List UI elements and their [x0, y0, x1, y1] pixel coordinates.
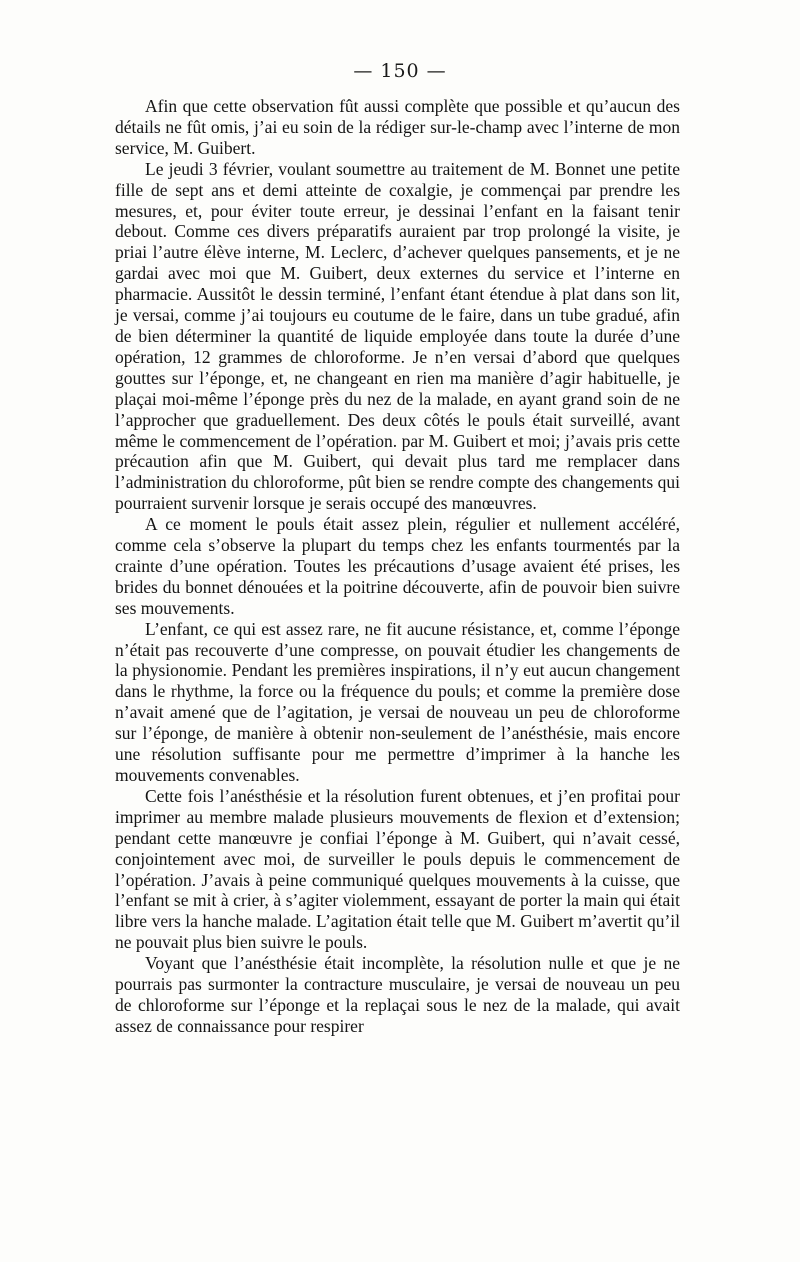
body-text [115, 96, 680, 1037]
page-number: — 150 — [353, 60, 447, 82]
paragraph: Afin que cette observation fût aussi complète que possible et qu’aucun des détails ne fût omis, j’ai eu soin de la rédiger sur-le-champ avec l’interne de mon service, M. Guibert. [115, 96, 680, 158]
paragraph: Cette fois l’anésthésie et la résolution furent obtenues, et j’en profitai pour imprimer au membre malade plusieurs mouvements de flexion et d’extension; pendant cette manœuvre je confiai l’éponge à M. Guibert, qui n’avait cessé, conjointement avec moi, de surveiller le pouls depuis le commencement de l’opération. J’avais à peine communiqué quelques mouvements à la cuisse, que l’enfant se mit à crier, à s’agiter violemment, essayant de porter la main qui était libre vers la hanche malade. L’agitation était telle que M. Guibert m’avertit qu’il ne pouvait plus bien suivre le pouls. [115, 785, 680, 953]
paragraph: L’enfant, ce qui est assez rare, ne fit aucune résistance, et, comme l’éponge n’était pas recouverte d’une compresse, on pouvait étudier les changements de la physionomie. Pendant les premières inspirations, il n’y eut aucun changement dans le rhythme, la force ou la fréquence du pouls; et comme la première dose n’avait amené que de l’agitation, je versai de nouveau un peu de chloroforme sur l’éponge, de manière à obtenir non-seulement de l’anésthésie, mais encore une résolution suffisante pour me permettre d’imprimer à la hanche les mouvements convenables. [115, 618, 680, 785]
paragraph: Voyant que l’anésthésie était incomplète, la résolution nulle et que je ne pourrais pas surmonter la contracture musculaire, je versai de nouveau un peu de chloroforme sur l’éponge et la replaçai sous le nez de la malade, qui avait assez de connaissance pour respirer [115, 953, 680, 1036]
paragraph: A ce moment le pouls était assez plein, régulier et nullement accéléré, comme cela s’observe la plupart du temps chez les enfants tourmentés par la crainte d’une opération. Toutes les précautions d’usage avaient été prises, les brides du bonnet dénouées et la poitrine découverte, afin de pouvoir bien suivre ses mouvements. [115, 514, 680, 618]
paragraph: Le jeudi 3 février, voulant soumettre au traitement de M. Bonnet une petite fille de sept ans et demi atteinte de coxalgie, je commençai par prendre les mesures, et, pour éviter toute erreur, je dessinai l’enfant en la faisant tenir debout. Comme ces divers préparatifs auraient par trop prolongé la visite, je priai l’autre élève interne, M. Leclerc, d’achever quelques pansements, et je ne gardai avec moi que M. Guibert, deux externes du service et l’interne en pharmacie. Aussitôt le dessin terminé, l’enfant étant étendue à plat dans son lit, je versai, comme j’ai toujours eu coutume de le faire, dans un tube gradué, afin de bien déterminer la quantité de liquide employée dans toute la durée d’une opération, 12 grammes de chloroforme. Je n’en versai d’abord que quelques gouttes sur l’éponge, et, ne changeant en rien ma manière d’agir habituelle, je plaçai moi-même l’éponge près du nez de la malade, en ayant grand soin de ne l’approcher que graduellement. Des deux côtés le pouls était surveillé, avant même le commencement de l’opération. par M. Guibert et moi; j’avais pris cette précaution afin que M. Guibert, qui devait plus tard me remplacer dans l’administration du chloroforme, pût bien se rendre compte des changements qui pourraient survenir lorsque je serais occupé des manœuvres. [115, 158, 680, 514]
